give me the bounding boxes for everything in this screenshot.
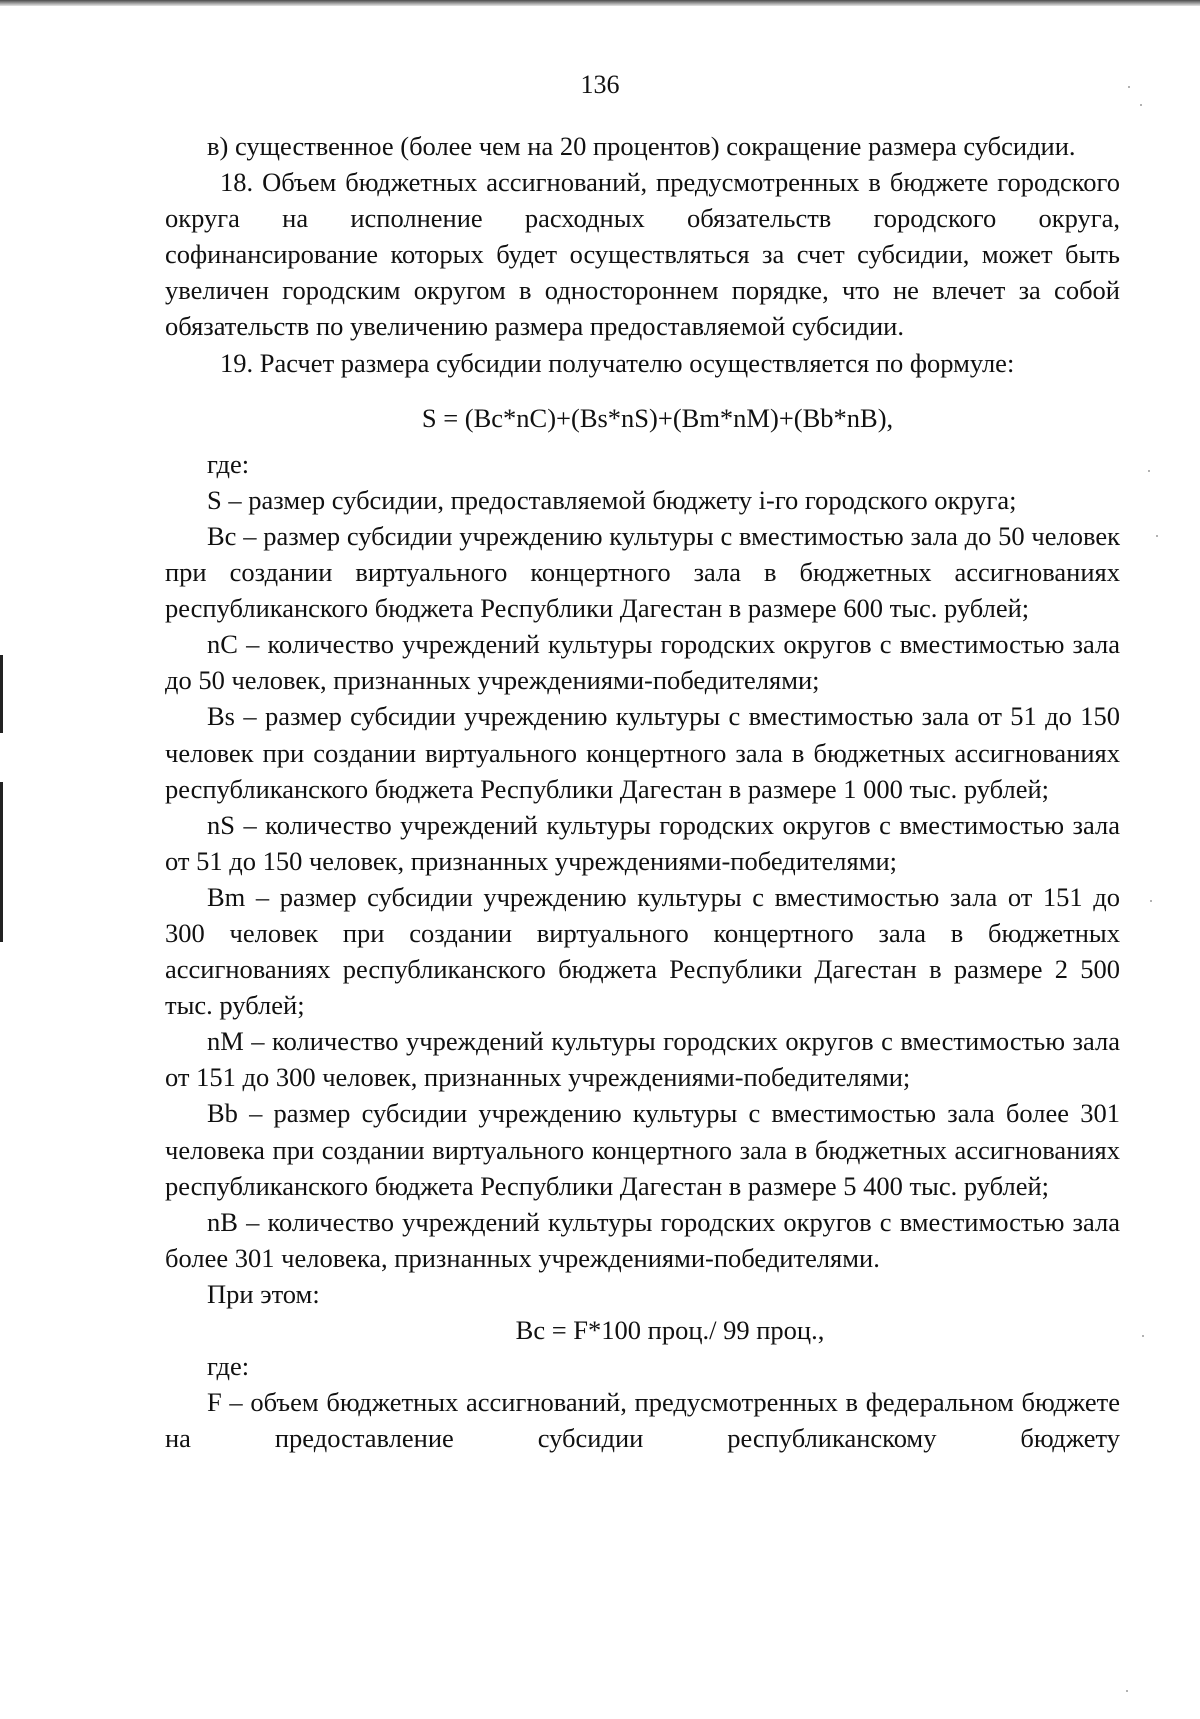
definition-bb: Bb – размер субсидии учреждению культуры с вместимостью зала более 301 человека при создании виртуального концертного зала в бюджетных ассигнованиях республиканского бюджета Республики Дагестан в размере 5 400 тыс. рублей;: [165, 1098, 1120, 1201]
scan-speck: [1156, 535, 1158, 537]
definition-nm: nM – количество учреждений культуры городских округов с вместимостью зала от 151 до 300 человек, признанных учреждениями-победителями;: [165, 1026, 1120, 1093]
scan-speck: [1148, 470, 1150, 472]
scan-edge-top: [0, 0, 1200, 6]
definition-bm: Bm – размер субсидии учреждению культуры с вместимостью зала от 151 до 300 человек при создании виртуального концертного зала в бюджетных ассигнованиях республиканского бюджета Республики Дагестан в размере 2 500 тыс. рублей;: [165, 881, 1120, 1021]
formula-bc: Bc = F*100 проц./ 99 проц.,: [515, 1315, 825, 1345]
definition-bc: Bc – размер субсидии учреждению культуры с вместимостью зала до 50 человек при создании виртуального концертного зала в бюджетных ассигнованиях республиканского бюджета Республики Дагестан в размере 600 тыс. рублей;: [165, 520, 1120, 624]
paragraph-item-v: в) существенное (более чем на 20 процентов) сокращение размера субсидии.: [207, 131, 1076, 161]
formula-subsidy: S = (Bc*nC)+(Bs*nS)+(Bm*nM)+(Bb*nB),: [421, 402, 894, 433]
page-number: 136: [580, 70, 620, 99]
paragraph-19: 19. Расчет размера субсидии получателю осуществляется по формуле:: [220, 347, 1015, 378]
scan-speck: [1126, 1690, 1128, 1692]
paragraph-18: 18. Объем бюджетных ассигнований, предусмотренных в бюджете городского округа на исполнение расходных обязательств городского округа, софинансирование которых будет осуществляться за счет субсидии, может быть увеличен городским округом в одностороннем порядке, что не влечет за собой обязательств по увеличению размера предоставляемой субсидии.: [165, 167, 1120, 342]
document-body: [165, 128, 1120, 1456]
where-label-2: где:: [207, 1351, 250, 1382]
scan-speck: [1142, 1335, 1144, 1337]
definition-ns: nS – количество учреждений культуры городских округов с вместимостью зала от 51 до 150 человек, признанных учреждениями-победителями;: [165, 809, 1120, 876]
scan-speck: [1128, 86, 1130, 88]
definition-f: F – объем бюджетных ассигнований, предусмотренных в федеральном бюджете на предоставление субсидии республиканскому бюджету: [165, 1387, 1120, 1454]
where-label: где:: [207, 448, 250, 479]
in-this-case-label: При этом:: [207, 1278, 320, 1309]
definition-nc: nC – количество учреждений культуры городских округов с вместимостью зала до 50 человек, признанных учреждениями-победителями;: [165, 629, 1120, 696]
definition-s: S – размер субсидии, предоставляемой бюджету i-го городского округа;: [207, 484, 1017, 515]
scan-edge-left: [0, 655, 3, 733]
scan-speck: [1140, 104, 1142, 106]
definition-nb: nB – количество учреждений культуры городских округов с вместимостью зала более 301 человека, признанных учреждениями-победителями.: [165, 1206, 1120, 1273]
definition-bs: Bs – размер субсидии учреждению культуры с вместимостью зала от 51 до 150 человек при создании виртуального концертного зала в бюджетных ассигнованиях республиканского бюджета Республики Дагестан в размере 1 000 тыс. рублей;: [165, 701, 1120, 804]
scan-edge-left: [0, 782, 3, 942]
scan-speck: [1150, 900, 1152, 902]
